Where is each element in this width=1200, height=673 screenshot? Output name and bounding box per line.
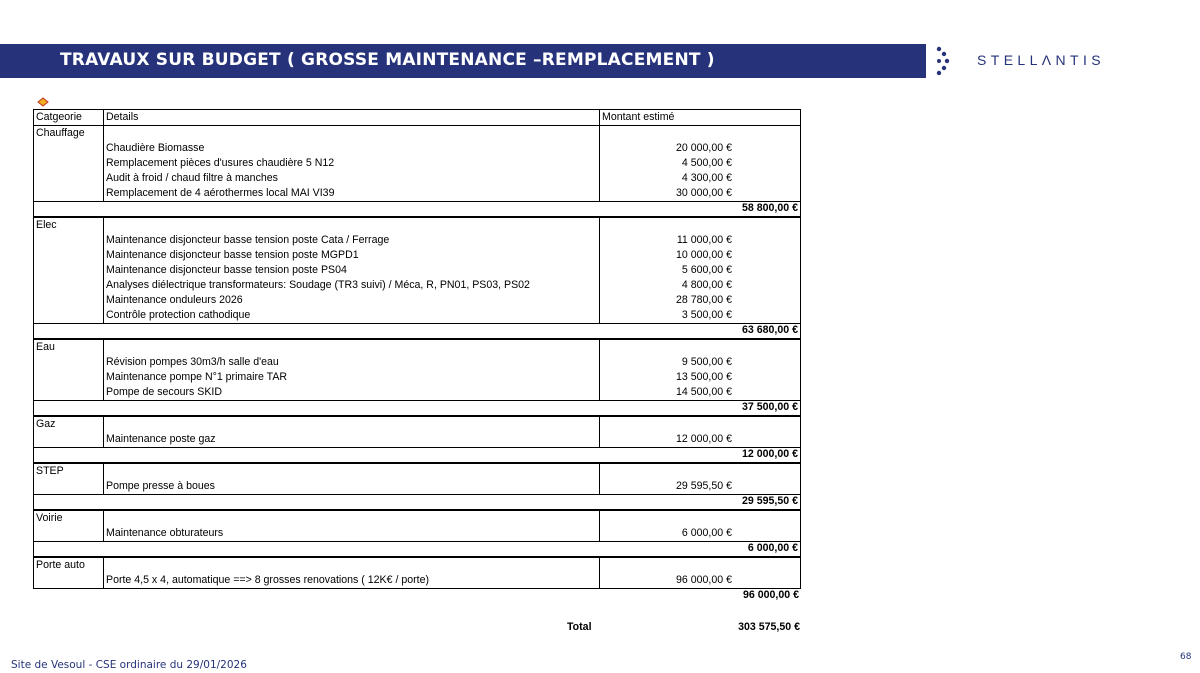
category-group-porte-auto	[33, 557, 801, 589]
stellantis-dots-icon	[934, 45, 954, 77]
category-label: Elec	[36, 219, 57, 231]
row-amount: 5 600,00 €	[681, 264, 732, 276]
row-amount: 30 000,00 €	[676, 187, 732, 199]
category-label: STEP	[36, 465, 64, 477]
row-detail: Analyses diélectrique transformateurs: Soudage (TR3 suivi) / Méca, R, PN01, PS03, PS02	[106, 279, 530, 291]
row-detail: Maintenance disjoncteur basse tension poste PS04	[106, 264, 347, 276]
row-amount: 29 595,50 €	[676, 480, 732, 492]
subtotal-row	[33, 324, 801, 339]
subtotal-row	[33, 401, 801, 416]
category-label: Gaz	[36, 418, 56, 430]
category-label: Eau	[36, 341, 55, 353]
table-row	[34, 526, 800, 541]
table-row	[34, 385, 800, 400]
category-label: Voirie	[36, 512, 63, 524]
table-row	[34, 141, 800, 156]
stellantis-logo: STELLΛNTIS	[977, 52, 1106, 68]
table-row	[34, 233, 800, 248]
row-detail: Pompe de secours SKID	[106, 386, 222, 398]
category-group-eau	[33, 339, 801, 401]
row-amount: 4 300,00 €	[681, 172, 732, 184]
category-label: Porte auto	[36, 559, 85, 571]
table-row	[34, 355, 800, 370]
table-row	[34, 308, 800, 323]
row-detail: Remplacement de 4 aérothermes local MAI VI39	[106, 187, 335, 199]
table-row	[34, 171, 800, 186]
row-detail: Contrôle protection cathodique	[106, 309, 251, 321]
footer-text: Site de Vesoul - CSE ordinaire du 29/01/2026	[11, 659, 247, 671]
budget-table	[33, 109, 801, 603]
row-amount: 4 500,00 €	[681, 157, 732, 169]
category-group-voirie	[33, 510, 801, 542]
row-amount: 6 000,00 €	[681, 527, 732, 539]
row-detail: Maintenance disjoncteur basse tension poste MGPD1	[106, 249, 359, 261]
page-number: 68	[1180, 652, 1192, 662]
subtotal-row	[33, 448, 801, 463]
subtotal-value: 63 680,00 €	[742, 324, 798, 336]
table-header	[33, 109, 801, 126]
row-amount: 20 000,00 €	[676, 142, 732, 154]
row-amount: 14 500,00 €	[676, 386, 732, 398]
row-detail: Maintenance onduleurs 2026	[106, 294, 243, 306]
row-detail: Audit à froid / chaud filtre à manches	[106, 172, 278, 184]
excel-object-icon	[36, 97, 50, 107]
row-detail: Maintenance pompe N°1 primaire TAR	[106, 371, 288, 383]
subtotal-value: 12 000,00 €	[742, 448, 798, 460]
table-row	[34, 263, 800, 278]
category-group-step	[33, 463, 801, 495]
subtotal-row	[33, 589, 801, 603]
title-banner	[0, 44, 926, 78]
row-amount: 96 000,00 €	[676, 574, 732, 586]
row-amount: 9 500,00 €	[681, 356, 732, 368]
subtotal-row	[33, 202, 801, 217]
header-category: Catgeorie	[36, 111, 82, 123]
row-amount: 10 000,00 €	[676, 249, 732, 261]
row-amount: 12 000,00 €	[676, 433, 732, 445]
table-row	[34, 186, 800, 201]
category-label: Chauffage	[36, 127, 85, 139]
row-amount: 28 780,00 €	[676, 294, 732, 306]
row-detail: Porte 4,5 x 4, automatique ==> 8 grosses renovations ( 12K€ / porte)	[106, 574, 430, 586]
subtotal-value: 96 000,00 €	[743, 589, 799, 601]
row-detail: Maintenance obturateurs	[106, 527, 224, 539]
row-detail: Pompe presse à boues	[106, 480, 215, 492]
category-group-elec	[33, 217, 801, 324]
table-row	[34, 156, 800, 171]
header-amount: Montant estimé	[602, 111, 675, 123]
table-row	[34, 432, 800, 447]
header-details: Details	[106, 111, 139, 123]
table-row	[34, 479, 800, 494]
subtotal-row	[33, 542, 801, 557]
row-detail: Révision pompes 30m3/h salle d'eau	[106, 356, 279, 368]
table-row	[34, 370, 800, 385]
row-amount: 4 800,00 €	[681, 279, 732, 291]
page-title: TRAVAUX SUR BUDGET ( GROSSE MAINTENANCE –REMPLACEMENT )	[60, 50, 715, 70]
subtotal-value: 58 800,00 €	[742, 202, 798, 214]
row-detail: Maintenance poste gaz	[106, 433, 216, 445]
row-amount: 13 500,00 €	[676, 371, 732, 383]
row-detail: Chaudière Biomasse	[106, 142, 205, 154]
total-label: Total	[567, 621, 592, 633]
table-row	[34, 278, 800, 293]
row-detail: Maintenance disjoncteur basse tension poste Cata / Ferrage	[106, 234, 390, 246]
category-group-chauffage	[33, 126, 801, 202]
subtotal-row	[33, 495, 801, 510]
table-row	[34, 573, 800, 588]
total-value: 303 575,50 €	[738, 621, 800, 633]
table-row	[34, 293, 800, 308]
category-group-gaz	[33, 416, 801, 448]
subtotal-value: 29 595,50 €	[742, 495, 798, 507]
table-row	[34, 248, 800, 263]
subtotal-value: 37 500,00 €	[742, 401, 798, 413]
row-amount: 11 000,00 €	[676, 234, 732, 246]
subtotal-value: 6 000,00 €	[747, 542, 798, 554]
row-detail: Remplacement pièces d'usures chaudière 5 N12	[106, 157, 335, 169]
row-amount: 3 500,00 €	[681, 309, 732, 321]
